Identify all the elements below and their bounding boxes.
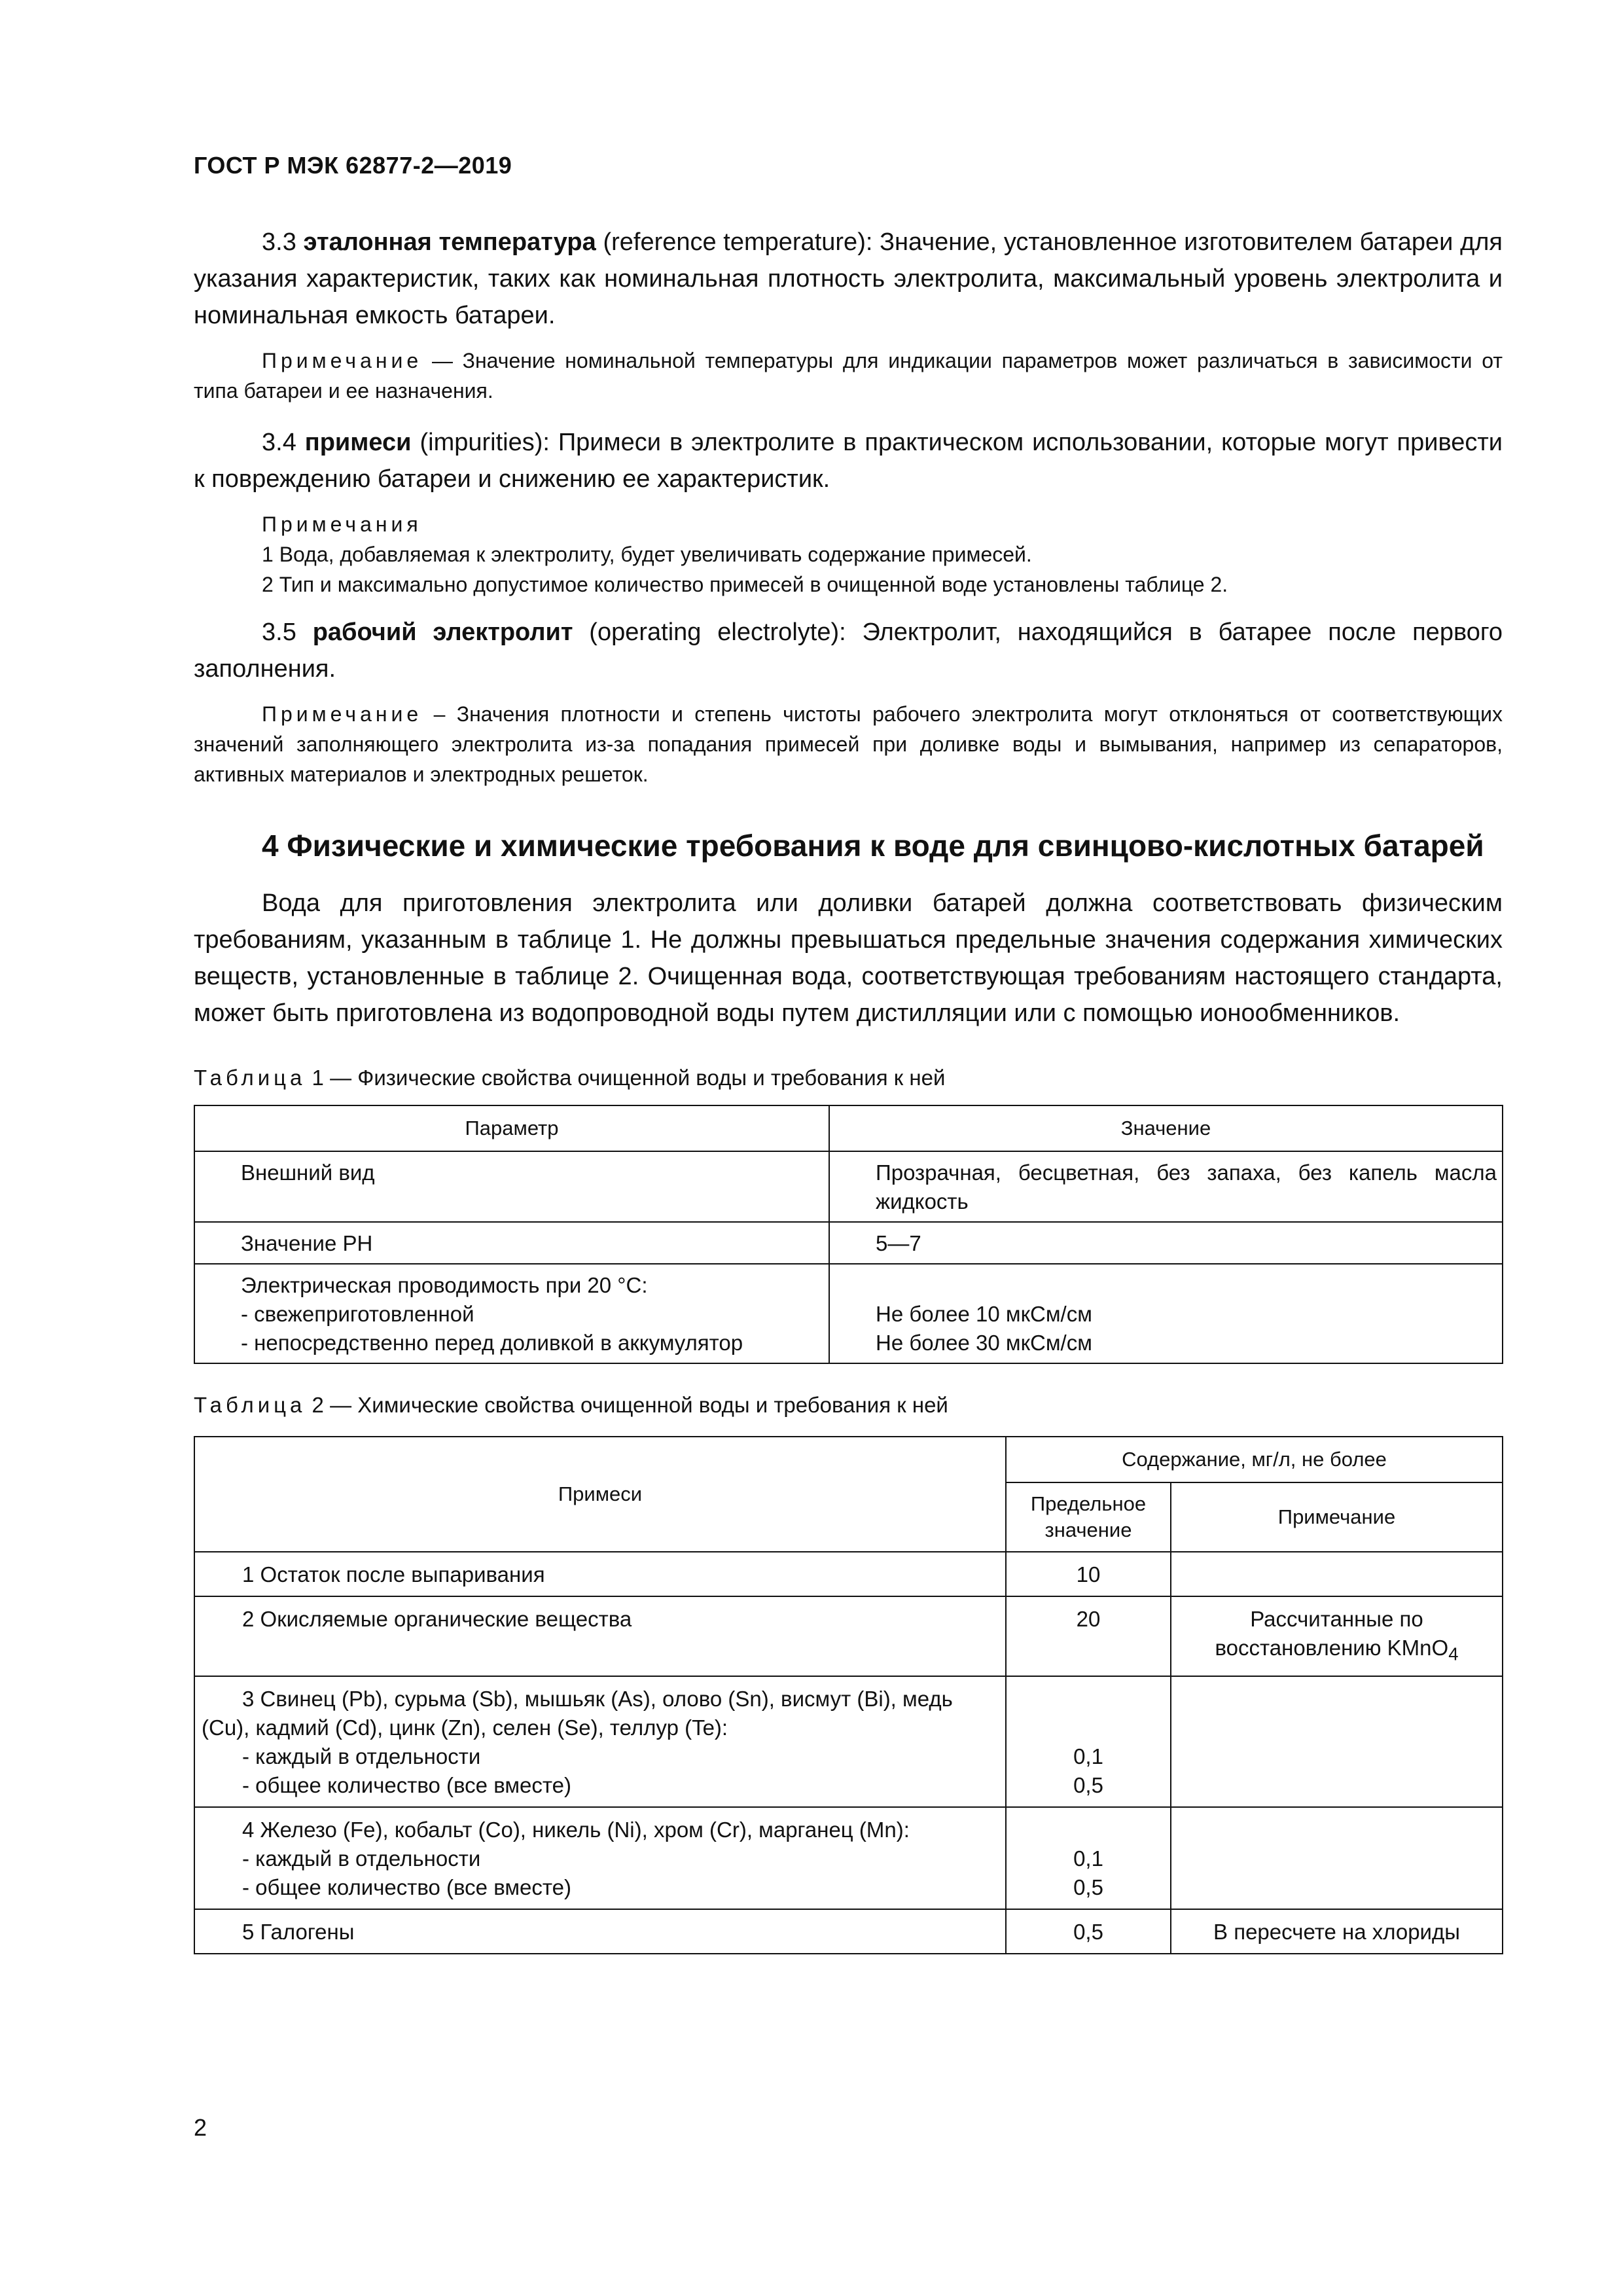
table-cell [1171, 1552, 1503, 1596]
cell-line: 0,5 [1073, 1772, 1103, 1797]
cell-text: 2 Окисляемые органические вещества [242, 1607, 632, 1631]
column-header: Параметр [194, 1105, 829, 1151]
table-cell [1006, 1807, 1171, 1909]
table-cell [194, 1596, 1006, 1676]
cell-line: - каждый в отдельности [242, 1744, 481, 1768]
note-text: – Значения плотности и степень чистоты рабочего электролита могут отклоняться от соответствующих значений заполняющего электролита из-за попадания примесей при доливке воды и вымывания, например из сепараторов, активных материалов и электродных решеток. [194, 702, 1503, 786]
table-row [194, 1151, 1503, 1222]
clause-3-4 [194, 424, 1503, 497]
table-row [194, 1222, 1503, 1264]
clause-3-3 [194, 224, 1503, 334]
cell-line: 0,5 [1073, 1874, 1103, 1899]
table-cell [829, 1264, 1503, 1363]
notes-label: Примечания [262, 512, 422, 536]
table-row [194, 1676, 1503, 1807]
table-cell [1006, 1676, 1171, 1807]
cell-text: 5 Галогены [242, 1919, 355, 1944]
clause-number: 3.3 [262, 228, 296, 256]
definition: : Электролит, находящийся в батарее после первого заполнения. [194, 619, 1503, 683]
cell-line: - каждый в отдельности [242, 1846, 481, 1871]
note-item: 1 Вода, добавляемая к электролиту, будет увеличивать содержание примесей. [262, 543, 1032, 566]
caption-label: Таблица [194, 1066, 306, 1090]
term-en: (impurities) [419, 429, 543, 456]
table-header-row [194, 1105, 1503, 1151]
note-item: 2 Тип и максимально допустимое количество примесей в очищенной воде установлены таблице 2. [262, 573, 1228, 596]
table-cell: Значение PH [194, 1222, 829, 1264]
cell-line: Не более 30 мкСм/см [876, 1331, 1092, 1355]
table-2 [194, 1436, 1503, 1954]
note-text: — Значение номинальной температуры для индикации параметров может различаться в зависимости от типа батареи и ее назначения. [194, 349, 1503, 403]
cell-line: 0,1 [1073, 1744, 1103, 1768]
table-cell: Внешний вид [194, 1151, 829, 1222]
column-header: Значение [829, 1105, 1503, 1151]
cell-text: 4 Железо (Fe), кобальт (Co), никель (Ni), хром (Cr), марганец (Mn): [242, 1817, 910, 1842]
cell-line: - общее количество (все вместе) [242, 1874, 571, 1899]
column-header: Примечание [1171, 1482, 1503, 1552]
cell-line: - общее количество (все вместе) [242, 1772, 571, 1797]
table-cell: 10 [1006, 1552, 1171, 1596]
caption-text: 2 — Химические свойства очищенной воды и требования к ней [306, 1393, 948, 1417]
term: рабочий электролит [312, 619, 573, 646]
clause-3-3-note [194, 346, 1503, 406]
table-row [194, 1909, 1503, 1954]
table-cell [194, 1676, 1006, 1807]
column-header: Предельное значение [1006, 1482, 1171, 1552]
document-header: ГОСТ Р МЭК 62877-2—2019 [194, 152, 512, 179]
definition: : Примеси в электролите в практическом использовании, которые могут привести к повреждению батареи и снижению ее характеристик. [194, 429, 1503, 493]
note-label: Примечание [262, 349, 423, 372]
cell-text: 3 Свинец (Pb), сурьма (Sb), мышьяк (As), олово (Sn), висмут (Bi), медь (Cu), кадмий (Cd), цинк (Zn), селен (Se), теллур (Te): [202, 1686, 953, 1740]
table-header-row [194, 1437, 1503, 1482]
table-2-caption [194, 1390, 1503, 1420]
cell-line: 0,1 [1073, 1846, 1103, 1871]
cell-text: Рассчитанные по восстановлению KMnO [1215, 1607, 1449, 1660]
term: эталонная температура [303, 228, 596, 256]
table-cell: 5—7 [829, 1222, 1503, 1264]
clause-number: 3.5 [262, 619, 296, 646]
column-group-header: Содержание, мг/л, не более [1006, 1437, 1503, 1482]
clause-number: 3.4 [262, 429, 296, 456]
cell-line: - непосредственно перед доливкой в аккумулятор [241, 1331, 743, 1355]
table-cell: В пересчете на хлориды [1171, 1909, 1503, 1954]
table-row [194, 1596, 1503, 1676]
term: примеси [304, 429, 412, 456]
table-cell [1171, 1807, 1503, 1909]
column-header: Примеси [194, 1437, 1006, 1552]
document-body [194, 216, 1503, 1954]
clause-3-5-note [194, 699, 1503, 789]
table-row [194, 1552, 1503, 1596]
subscript: 4 [1448, 1643, 1459, 1664]
table-1-caption [194, 1063, 1503, 1093]
cell-text: 1 Остаток после выпаривания [242, 1562, 545, 1587]
table-cell: 0,5 [1006, 1909, 1171, 1954]
section-4-text: Вода для приготовления электролита или доливки батарей должна соответствовать физическим требованиям, указанным в таблице 1. Не должны превышаться предельные значения содержания химических веществ, установленные в таблице 2. Очищенная вода, соответствующая требованиям настоящего стандарта, может быть приготовлена из водопроводной воды путем дистилляции или с помощью ионообменников. [194, 889, 1503, 1027]
term-en: (reference temperature) [603, 228, 866, 256]
table-cell [194, 1552, 1006, 1596]
table-cell: 20 [1006, 1596, 1171, 1676]
table-row [194, 1807, 1503, 1909]
table-cell [194, 1807, 1006, 1909]
clause-3-4-notes [194, 509, 1503, 600]
table-1 [194, 1105, 1503, 1364]
caption-text: 1 — Физические свойства очищенной воды и требования к ней [306, 1066, 946, 1090]
table-cell [1171, 1676, 1503, 1807]
section-4-title: 4 Физические и химические требования к воде для свинцово-кислотных батарей [262, 829, 1484, 863]
table-cell [1171, 1596, 1503, 1676]
definition: : Значение, установленное изготовителем батареи для указания характеристик, таких как номинальная плотность электролита, максимальный уровень электролита и номинальная емкость батареи. [194, 228, 1503, 329]
page-number: 2 [194, 2114, 207, 2141]
caption-label: Таблица [194, 1393, 306, 1417]
cell-line: Не более 10 мкСм/см [876, 1302, 1092, 1326]
cell-line: - свежеприготовленной [241, 1302, 474, 1326]
term-en: (operating electrolyte) [589, 619, 840, 646]
cell-line: Электрическая проводимость при 20 °C: [241, 1273, 648, 1297]
table-cell: Прозрачная, бесцветная, без запаха, без капель масла жидкость [829, 1151, 1503, 1222]
table-cell [194, 1909, 1006, 1954]
clause-3-5 [194, 614, 1503, 687]
table-cell [194, 1264, 829, 1363]
note-label: Примечание [262, 702, 423, 726]
table-row [194, 1264, 1503, 1363]
